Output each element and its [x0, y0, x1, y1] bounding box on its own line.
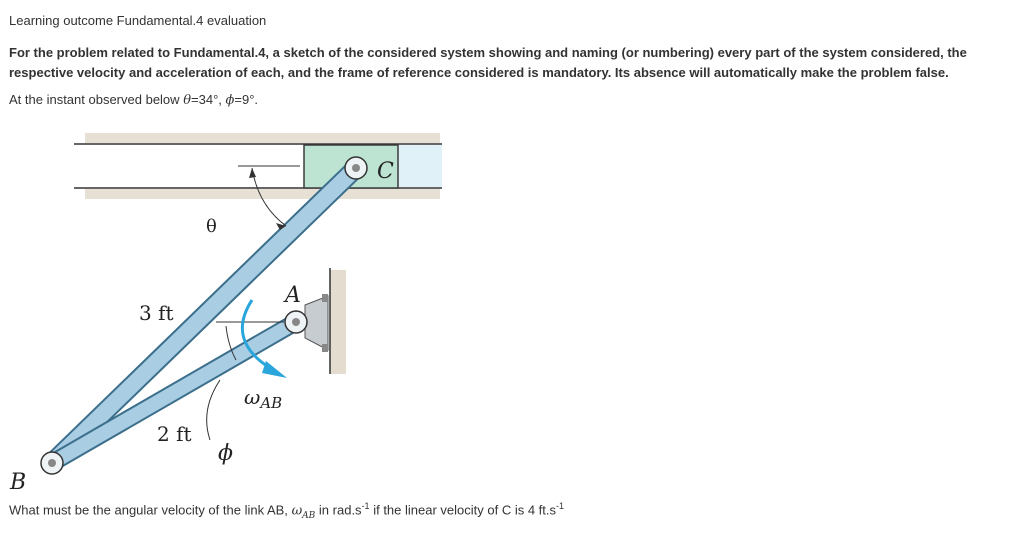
- question-unit-exp2: -1: [556, 501, 565, 511]
- pin-c: [345, 157, 367, 179]
- pin-b: [41, 452, 63, 474]
- question-middle: in rad.s: [318, 502, 362, 518]
- instant-prefix: At the instant observed below: [9, 92, 180, 107]
- question-prefix: What must be the angular velocity of the link AB,: [9, 502, 288, 518]
- label-phi: ϕ: [218, 441, 233, 466]
- label-omega-sub: AB: [260, 394, 283, 412]
- theta-value: =34°,: [191, 92, 222, 107]
- label-b: B: [10, 470, 27, 495]
- phi-value: =9°.: [234, 92, 259, 107]
- label-omega-symbol: ω: [244, 385, 261, 409]
- theta-symbol: θ: [183, 93, 192, 108]
- wall-a: [330, 270, 346, 374]
- question-suffix: if the linear velocity of C is 4 ft.s: [373, 502, 556, 518]
- question-omega: ω: [291, 503, 303, 519]
- question-text: [9, 501, 564, 521]
- page-title: Learning outcome Fundamental.4 evaluation: [9, 13, 267, 28]
- label-length-long: 3 ft: [139, 301, 174, 325]
- question-unit-exp: -1: [361, 501, 370, 511]
- pin-a: [285, 311, 307, 333]
- mechanism-figure: [0, 110, 470, 495]
- label-c: C: [377, 159, 394, 184]
- phi-symbol: ϕ: [225, 93, 235, 108]
- label-theta: θ: [206, 216, 217, 237]
- label-omega: [244, 385, 282, 412]
- mandatory-rule-text: For the problem related to Fundamental.4, a sketch of the considered system showing and naming (or numbering) every part of the system considered, the respective velocity and acceleration of each, and the frame of reference considered is mandatory. Its absence will automatically make the problem false.: [9, 45, 967, 80]
- label-length-short: 2 ft: [157, 422, 192, 446]
- question-omega-sub: AB: [302, 510, 316, 521]
- label-a: A: [285, 283, 301, 308]
- instant-statement: [9, 92, 258, 108]
- rail-top: [74, 133, 442, 144]
- pin-bracket-a: [305, 296, 328, 350]
- omega-arrowhead: [262, 361, 287, 378]
